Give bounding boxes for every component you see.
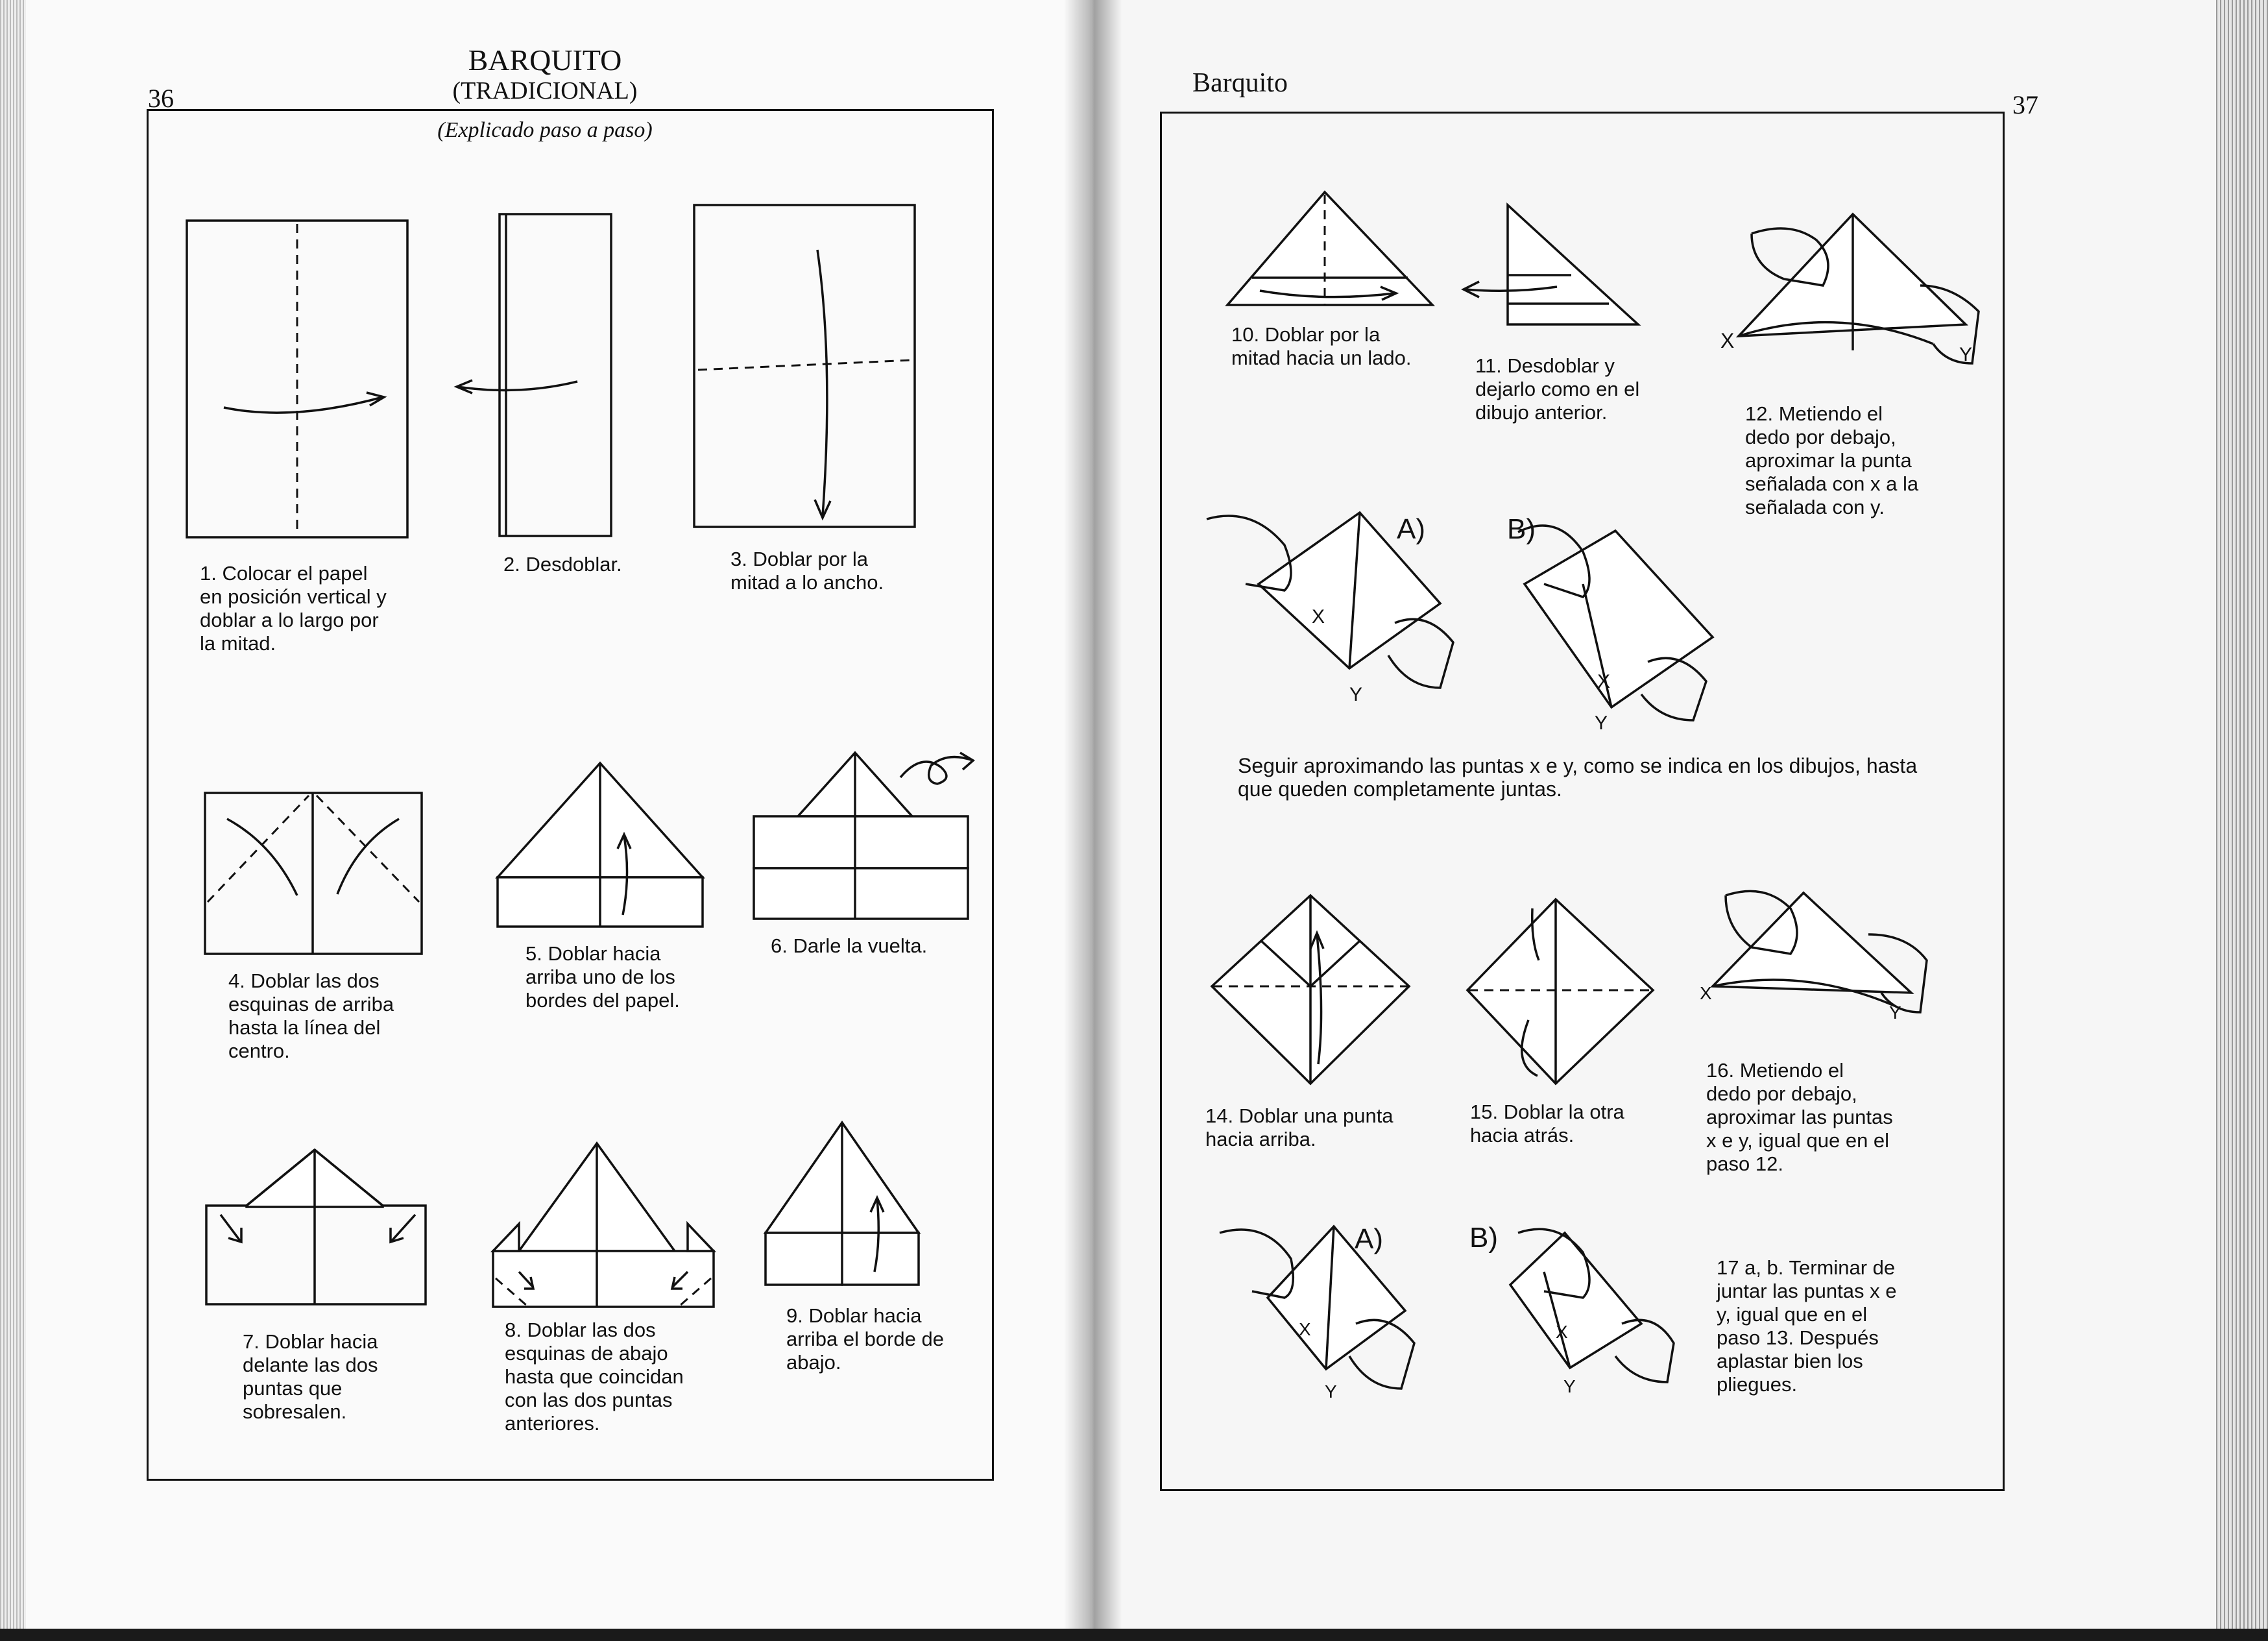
step1-caption: 1. Colocar el papel en posición vertical y doblar a lo largo por la mitad. [200,562,387,655]
svg-text:X: X [1720,329,1735,352]
step6-diagram [754,753,973,919]
step2-diagram [457,214,611,536]
step8-caption: 8. Doblar las dos esquinas de abajo hasta que coincidan con las dos puntas anteriores. [505,1319,684,1435]
page-number-left: 36 [148,84,174,113]
svg-text:B): B) [1469,1222,1498,1254]
svg-text:Y: Y [1325,1381,1337,1402]
svg-text:A): A) [1355,1223,1383,1255]
step15-caption: 15. Doblar la otra hacia atrás. [1470,1100,1624,1147]
svg-text:Y: Y [1889,1003,1901,1023]
step11-caption: 11. Desdoblar y dejarlo como en el dibujo anterior. [1475,354,1640,424]
svg-text:X: X [1299,1319,1311,1339]
left-page [0,0,1090,1629]
step17b-diagram [1469,1222,1674,1396]
step7-diagram [206,1150,426,1304]
svg-text:X: X [1700,983,1712,1003]
step13a-diagram [1207,513,1453,705]
step14-caption: 14. Doblar una punta hacia arriba. [1205,1104,1393,1150]
step12-caption: 12. Metiendo el dedo por debajo, aproximar la punta señalada con x a la señalada con y. [1745,402,1919,518]
step1-diagram [187,221,407,537]
step7-caption: 7. Doblar hacia delante las dos puntas que sobresalen. [243,1330,378,1423]
svg-text:X: X [1597,671,1611,692]
right-page [1090,0,2268,1629]
running-head: Barquito [1192,68,1288,98]
svg-text:A): A) [1397,513,1425,545]
bottom-edge [0,1629,2268,1641]
svg-text:Y: Y [1959,344,1973,365]
step4-caption: 4. Doblar las dos esquinas de arriba hasta la línea del centro. [228,969,394,1062]
svg-text:Y: Y [1349,684,1363,705]
svg-text:Y: Y [1563,1376,1576,1396]
step9-diagram [766,1123,919,1285]
svg-text:Y: Y [1595,712,1608,734]
step15-diagram [1467,899,1653,1084]
step3-caption: 3. Doblar por la mitad a lo ancho. [730,548,884,594]
right-diagrams [1090,0,2268,1629]
step12-diagram [1720,214,1979,365]
step9-caption: 9. Doblar hacia arriba el borde de abajo. [786,1304,944,1374]
svg-text:X: X [1312,606,1325,627]
step5-caption: 5. Doblar hacia arriba uno de los bordes del papel. [525,942,680,1012]
book-gutter [1064,0,1122,1629]
step3-diagram [694,205,915,527]
step11-diagram [1464,205,1638,324]
step16-caption: 16. Metiendo el dedo por debajo, aproximar las puntas x e y, igual que en el paso 12. [1706,1059,1893,1175]
page-subtitle: (TRADICIONAL) [452,77,638,104]
step14-diagram [1212,895,1409,1084]
step4-diagram [205,793,422,954]
step2-caption: 2. Desdoblar. [503,553,622,576]
step13b-diagram [1507,513,1713,734]
step17a-diagram [1220,1223,1414,1402]
page-subtitle-italic: (Explicado paso a paso) [437,118,653,142]
step6-caption: 6. Darle la vuelta. [771,934,928,957]
step10-diagram [1227,192,1432,305]
svg-text:X: X [1556,1322,1568,1342]
page-title: BARQUITO [468,43,622,77]
step8-diagram [493,1143,714,1307]
continue-note: Seguir aproximando las puntas x e y, como se indica en los dibujos, hasta que queden completamente juntas. [1238,754,1918,801]
step17-caption: 17 a, b. Terminar de juntar las puntas x e y, igual que en el paso 13. Después aplastar bien los pliegues. [1717,1256,1897,1396]
step5-diagram [498,763,703,927]
step10-caption: 10. Doblar por la mitad hacia un lado. [1231,323,1412,369]
page-number-right: 37 [2012,90,2038,119]
svg-text:B): B) [1507,513,1536,545]
step16-diagram [1700,891,1927,1023]
